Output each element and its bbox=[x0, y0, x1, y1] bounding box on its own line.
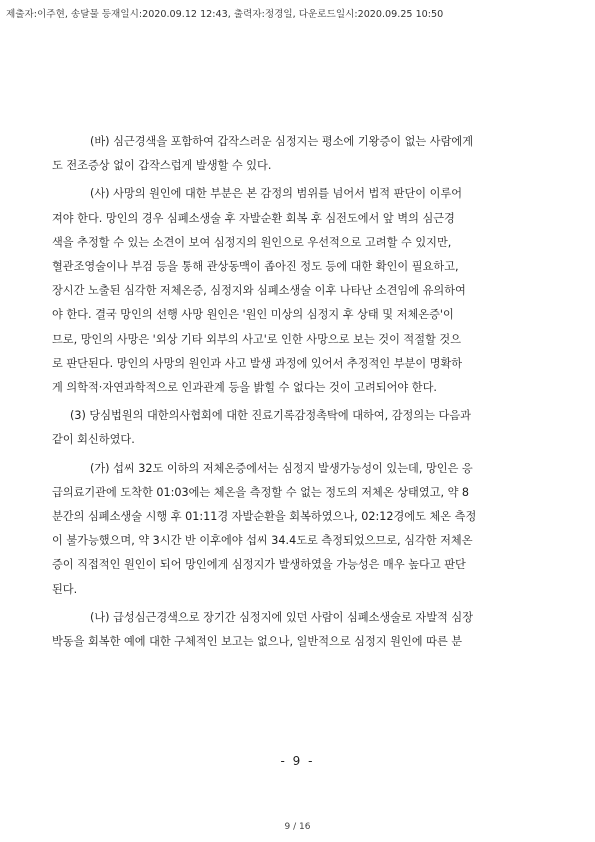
text-line: 로 판단된다. 망인의 사망의 원인과 사고 발생 과정에 있어서 추정적인 부분이 명확하 bbox=[52, 356, 463, 370]
document-header: 제출자:이주현, 송달물 등재일시:2020.09.12 12:43, 출력자:정경일, 다운로드일시:2020.09.25 10:50 bbox=[6, 9, 444, 20]
text-line: 혈관조영술이나 부검 등을 통해 관상동맥이 좁아진 정도 등에 대한 확인이 필요하고, bbox=[52, 260, 459, 274]
text-line: 박동을 회복한 예에 대한 구체적인 보고는 없으나, 일반적으로 심정지 원인에 따른 분 bbox=[52, 635, 463, 649]
text-line: 게 의학적·자연과학적으로 인과관계 등을 밝힐 수 없다는 것이 고려되어야 한다. bbox=[52, 381, 437, 395]
text-line: (3) 당심법원의 대한의사협회에 대한 진료기록감정촉탁에 대하여, 감정의는 다음과 bbox=[70, 409, 471, 423]
text-line: 분간의 심폐소생술 시행 후 01:11경 자발순환을 회복하였으나, 02:12경에도 체온 측정 bbox=[52, 510, 477, 524]
text-line: 장시간 노출된 심각한 저체온증, 심정지와 심폐소생술 이후 나타난 소견임에 유의하여 bbox=[52, 284, 466, 298]
text-line: (바) 심근경색을 포함하여 갑작스러운 심정지는 평소에 기왕증이 없는 사람에게 bbox=[90, 135, 474, 148]
document-body bbox=[52, 130, 534, 658]
text-line: 증이 직접적인 원인이 되어 망인에게 심정지가 발생하였을 가능성은 매우 높다고 판단 bbox=[52, 558, 466, 572]
paragraph-na bbox=[52, 606, 534, 654]
text-line: (나) 급성심근경색으로 장기간 심정지에 있던 사람이 심폐소생술로 자발적 심장 bbox=[90, 610, 474, 624]
paragraph-sa bbox=[52, 182, 534, 400]
paragraph-ga bbox=[52, 457, 534, 602]
text-line: 된다. bbox=[52, 582, 78, 596]
text-line: 므로, 망인의 사망은 '외상 기타 외부의 사고'로 인한 사망으로 보는 것이 적절할 것으 bbox=[52, 332, 462, 346]
paragraph-ba bbox=[52, 130, 534, 178]
text-line: 져야 한다. 망인의 경우 심폐소생술 후 자발순환 회복 후 심전도에서 앞 벽의 심근경 bbox=[52, 211, 455, 225]
text-line: (사) 사망의 원인에 대한 부분은 본 감정의 범위를 넘어서 법적 판단이 이루어 bbox=[90, 187, 463, 201]
text-line: 색을 추정할 수 있는 소견이 보여 심정지의 원인으로 우선적으로 고려할 수 있지만, bbox=[52, 235, 452, 249]
text-line: 이 불가능했으며, 약 3시간 반 이후에야 섭씨 34.4도로 측정되었으므로, 심각한 저체온 bbox=[52, 534, 473, 548]
text-line: (가) 섭씨 32도 이하의 저체온증에서는 심정지 발생가능성이 있는데, 망인은 응 bbox=[90, 461, 473, 475]
text-line: 같이 회신하였다. bbox=[52, 433, 135, 447]
text-line: 급의료기관에 도착한 01:03에는 체온을 측정할 수 없는 정도의 저체온 상태였고, 약 8 bbox=[52, 485, 470, 499]
paragraph-3 bbox=[52, 404, 534, 452]
text-line: 도 전조증상 없이 갑작스럽게 발생할 수 있다. bbox=[52, 159, 272, 173]
page-number: - 9 - bbox=[280, 754, 315, 768]
page-count: 9 / 16 bbox=[284, 822, 311, 832]
text-line: 야 한다. 결국 망인의 선행 사망 원인은 '원인 미상의 심정지 후 상태 및 저체온증'이 bbox=[52, 308, 454, 322]
